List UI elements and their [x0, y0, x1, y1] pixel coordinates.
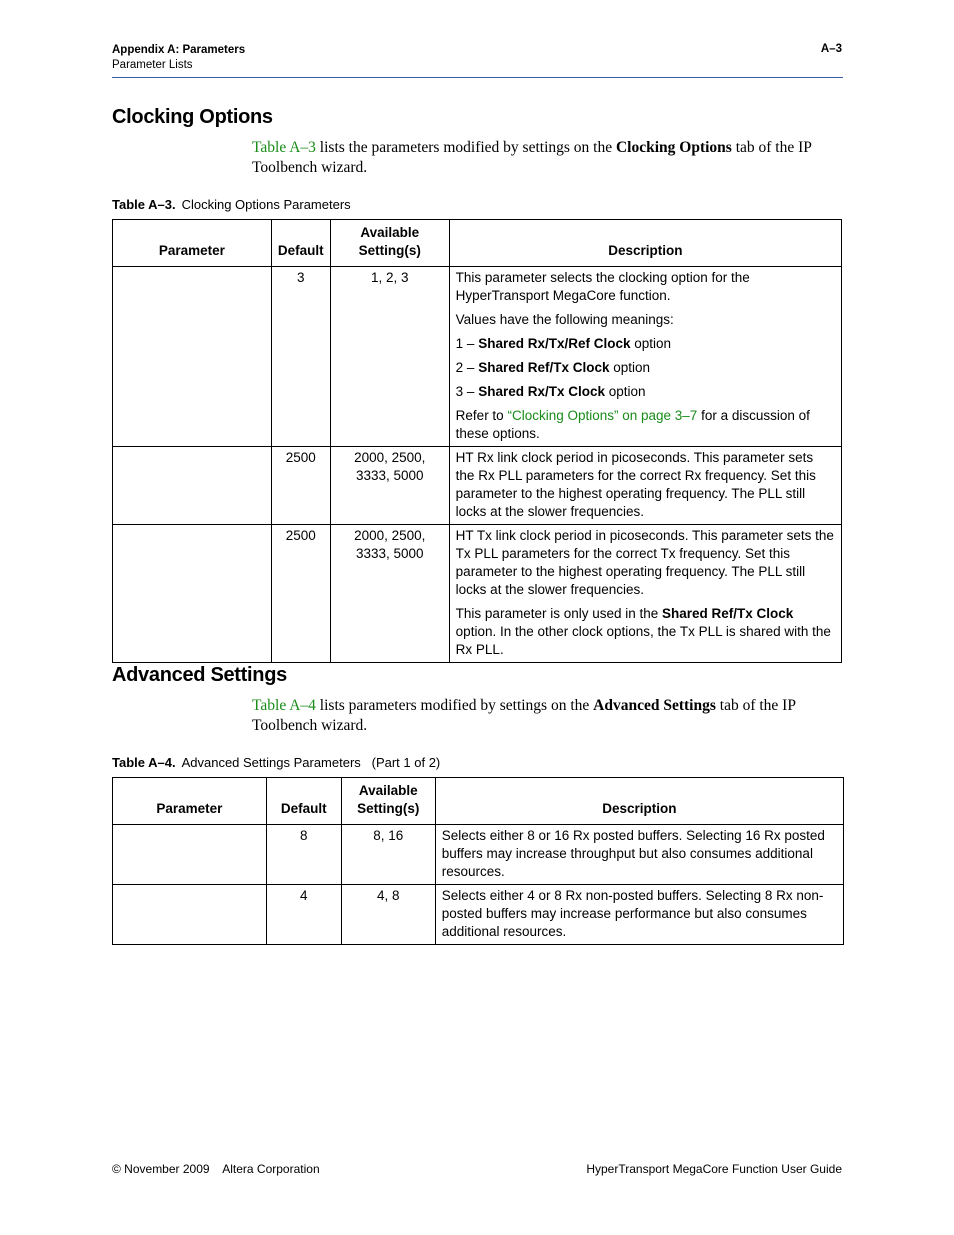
cell-description: Selects either 8 or 16 Rx posted buffers. Selecting 16 Rx posted buffers may increase throughput but also consumes additional resources. — [435, 825, 843, 885]
table-a3-caption: Table A–3. Clocking Options Parameters — [112, 197, 351, 212]
advanced-settings-table — [112, 777, 844, 945]
header-rule — [112, 77, 843, 78]
cell-settings: 8, 16 — [341, 825, 435, 885]
cell-settings: 2000, 2500, 3333, 5000 — [330, 447, 449, 525]
footer-doc-title: HyperTransport MegaCore Function User Guide — [586, 1162, 842, 1176]
cell-parameter — [113, 447, 272, 525]
table-row — [113, 525, 842, 663]
advanced-intro: Table A–4 lists parameters modified by settings on the Advanced Settings tab of the IP Toolbench wizard. — [252, 697, 796, 734]
table-header-row — [113, 778, 844, 825]
col-settings: Available Setting(s) — [341, 778, 435, 825]
cell-description: HT Tx link clock period in picoseconds. This parameter sets the Tx PLL parameters for the correct Tx frequency. Set this parameter to the highest operating frequency. The PLL still locks at the slower frequencies. This parameter is only used in the Shared Ref/Tx Clock option. In the other clock options, the Tx PLL is shared with the Rx PLL. — [449, 525, 841, 663]
col-default: Default — [271, 220, 330, 267]
clocking-options-xref-link[interactable]: “Clocking Options” on page 3–7 — [507, 408, 698, 423]
clocking-heading: Clocking Options — [112, 106, 273, 128]
clocking-intro: Table A–3 lists the parameters modified by settings on the Clocking Options tab of the IP Toolbench wizard. — [252, 139, 812, 176]
header-section: Appendix A: Parameters — [112, 44, 246, 56]
table-a4-caption: Table A–4. Advanced Settings Parameters (Part 1 of 2) — [112, 755, 441, 770]
cell-parameter — [113, 525, 272, 663]
cell-default: 8 — [266, 825, 341, 885]
table-row — [113, 885, 844, 945]
col-description: Description — [449, 220, 841, 267]
cell-description: HT Rx link clock period in picoseconds. This parameter sets the Rx PLL parameters for the correct Rx frequency. Set this parameter to the highest operating frequency. The PLL still locks at the slower frequencies. — [449, 447, 841, 525]
clocking-options-table — [112, 219, 842, 663]
col-description: Description — [435, 778, 843, 825]
cell-parameter — [113, 885, 267, 945]
table-row — [113, 825, 844, 885]
header-subsection: Parameter Lists — [112, 59, 193, 71]
table-header-row — [113, 220, 842, 267]
col-default: Default — [266, 778, 341, 825]
col-settings: Available Setting(s) — [330, 220, 449, 267]
cell-default: 3 — [271, 267, 330, 447]
cell-settings: 2000, 2500, 3333, 5000 — [330, 525, 449, 663]
cell-parameter — [113, 267, 272, 447]
cell-default: 2500 — [271, 525, 330, 663]
table-a4-link[interactable]: Table A–4 — [252, 697, 316, 714]
advanced-heading: Advanced Settings — [112, 664, 287, 686]
col-parameter: Parameter — [113, 220, 272, 267]
cell-default: 4 — [266, 885, 341, 945]
cell-description: This parameter selects the clocking option for the HyperTransport MegaCore function. Values have the following meanings: 1 – Shared Rx/Tx/Ref Clock option 2 – Shared Ref/Tx Clock option 3 – Shared Rx/Tx Clock option Refer to “Clocking Options” on page 3–7 for a discussion of these options. — [449, 267, 841, 447]
cell-settings: 1, 2, 3 — [330, 267, 449, 447]
cell-settings: 4, 8 — [341, 885, 435, 945]
page-number: A–3 — [820, 43, 842, 55]
table-row — [113, 447, 842, 525]
cell-parameter — [113, 825, 267, 885]
running-header — [112, 43, 245, 73]
footer-copyright: © November 2009 Altera Corporation — [112, 1162, 320, 1176]
cell-default: 2500 — [271, 447, 330, 525]
col-parameter: Parameter — [113, 778, 267, 825]
cell-description: Selects either 4 or 8 Rx non-posted buffers. Selecting 8 Rx non-posted buffers may increase performance but also consumes additional resources. — [435, 885, 843, 945]
table-a3-link[interactable]: Table A–3 — [252, 139, 316, 156]
table-row — [113, 267, 842, 447]
